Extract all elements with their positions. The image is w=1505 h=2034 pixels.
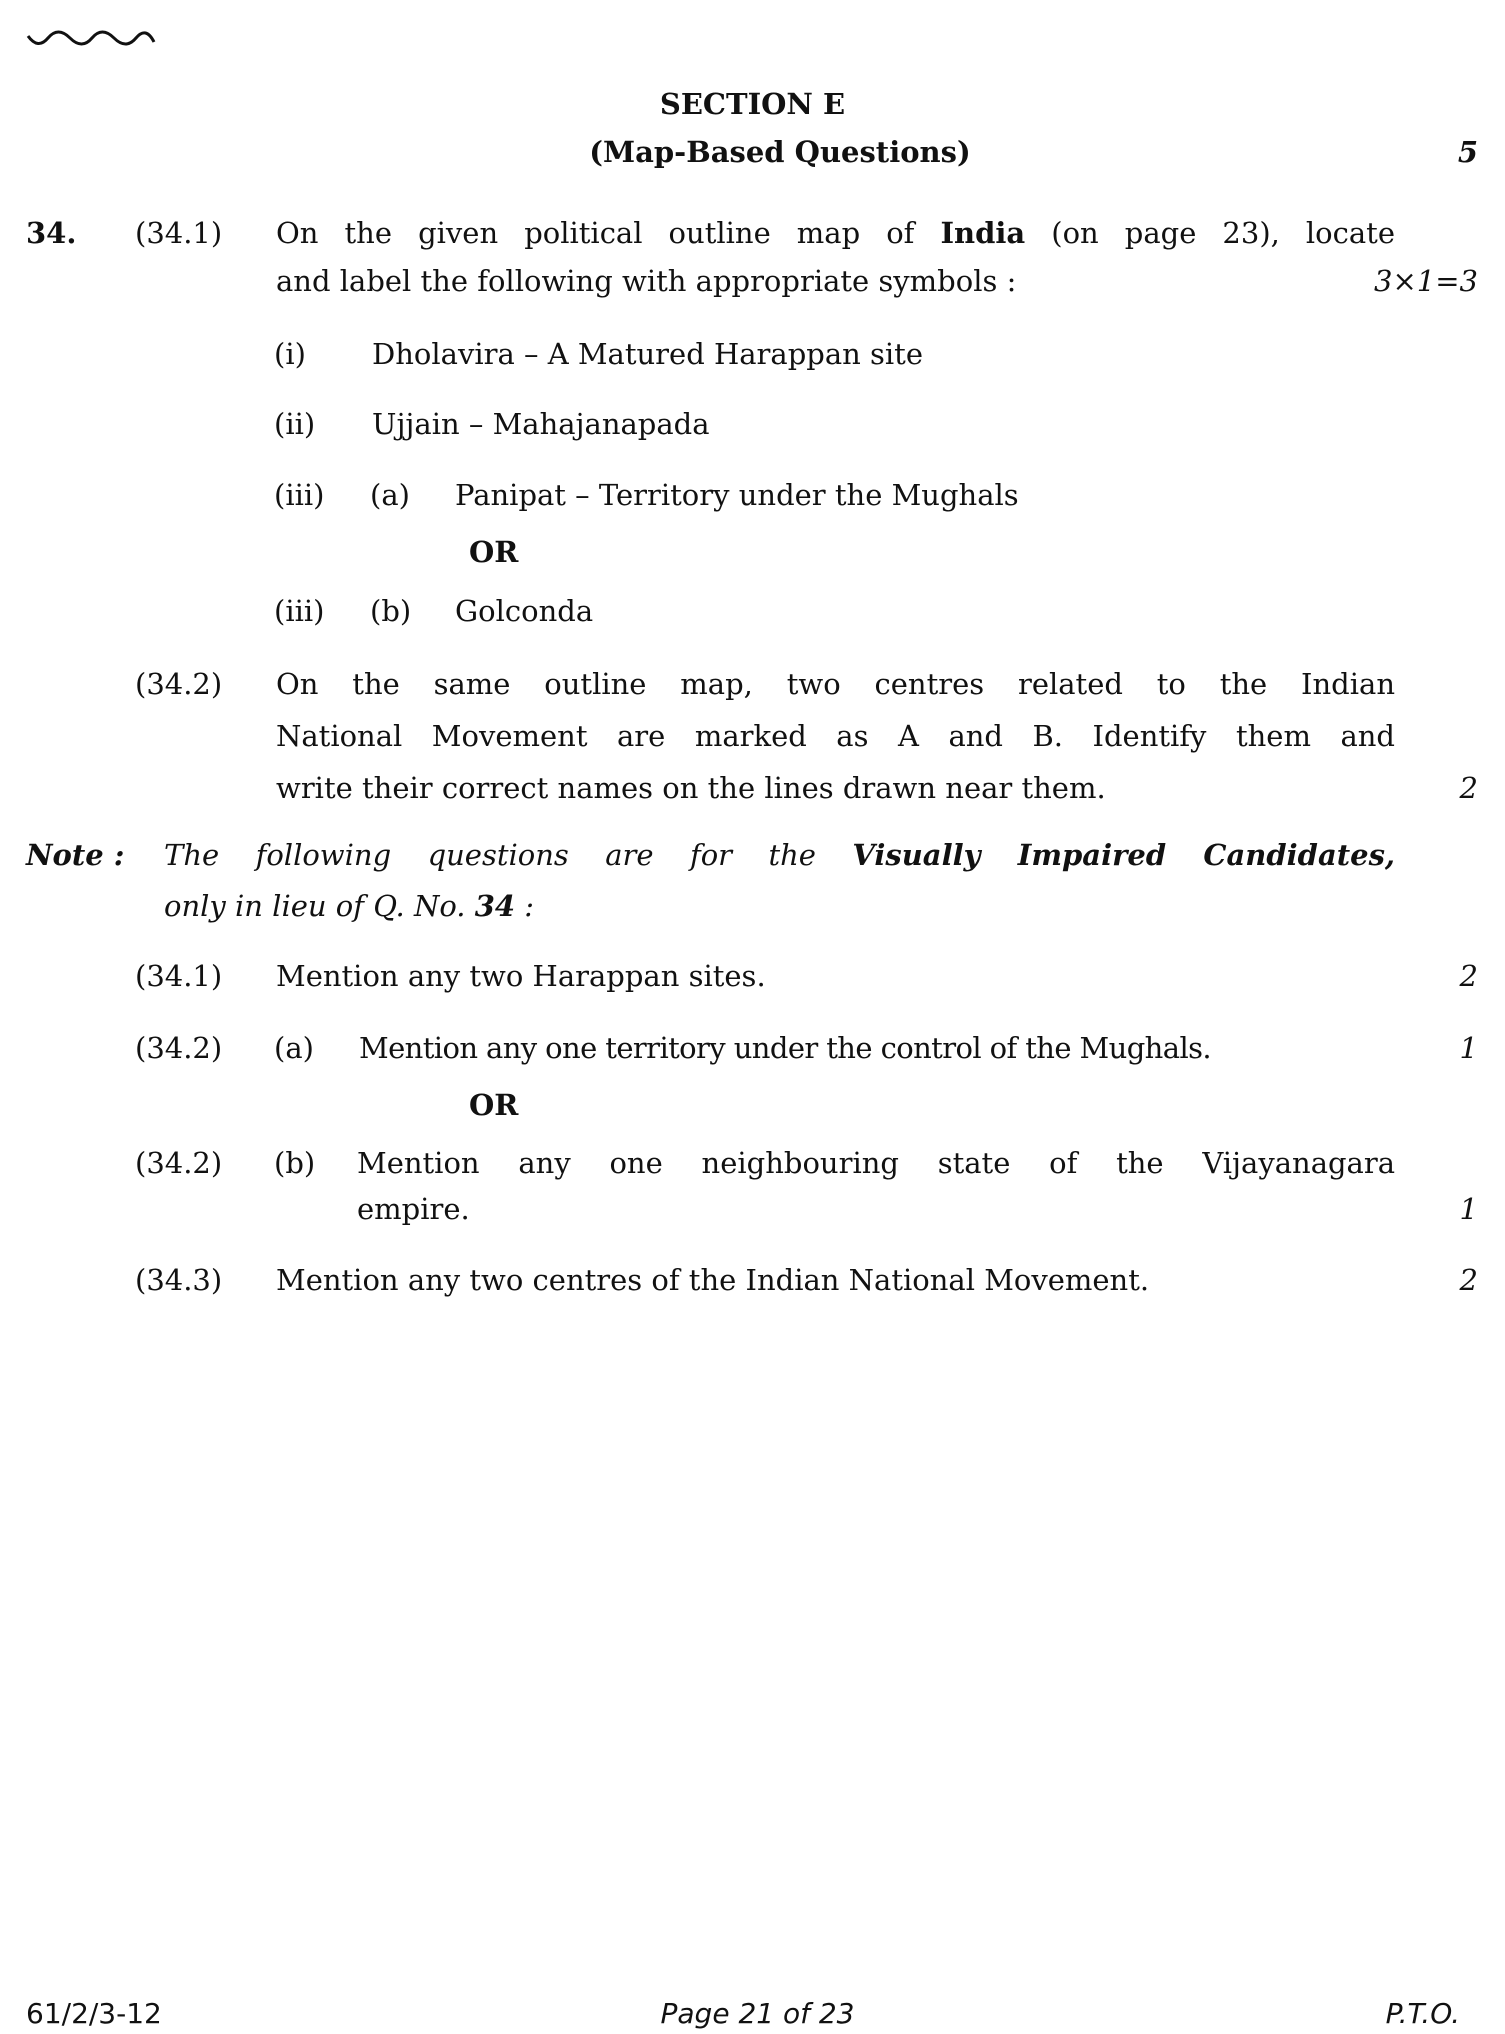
- item-number: (ii): [274, 407, 316, 441]
- question-text: National Movement are marked as A and B. Identify them and: [276, 719, 1395, 753]
- question-text: Mention any one territory under the control of the Mughals.: [359, 1031, 1212, 1065]
- marks: 3×1=3: [1374, 264, 1478, 298]
- question-text: Mention any two Harappan sites.: [276, 959, 766, 993]
- subquestion-label: (34.2): [135, 1146, 223, 1180]
- question-number: 34.: [26, 216, 77, 250]
- item-sub: (a): [370, 478, 410, 512]
- item-sub: (b): [370, 594, 412, 628]
- subquestion-label: (34.2): [135, 667, 223, 701]
- text: :: [515, 889, 535, 923]
- subquestion-label: (34.2): [135, 1031, 223, 1065]
- subquestion-label: (34.3): [135, 1263, 223, 1297]
- item-sub: (a): [274, 1031, 314, 1065]
- note-text: [164, 835, 1395, 875]
- question-text: and label the following with appropriate symbols :: [276, 264, 1017, 298]
- item-number: (iii): [274, 594, 325, 628]
- or-label: OR: [469, 535, 519, 569]
- question-text: [276, 213, 1395, 253]
- text: On the given political outline map of: [276, 216, 941, 250]
- marks: 2: [1459, 1263, 1478, 1297]
- question-text: On the same outline map, two centres related to the Indian: [276, 667, 1395, 701]
- pto-label: P.T.O.: [1385, 1997, 1460, 2030]
- section-subtitle: (Map-Based Questions): [589, 135, 971, 169]
- text-bold: India: [940, 216, 1026, 250]
- question-text: empire.: [357, 1192, 470, 1226]
- or-label: OR: [469, 1088, 519, 1122]
- subquestion-label: (34.1): [135, 959, 223, 993]
- marks: 2: [1459, 959, 1478, 993]
- section-marks: 5: [1457, 135, 1478, 169]
- marks: 1: [1459, 1031, 1478, 1065]
- text-bold: 34: [474, 889, 516, 923]
- subquestion-label: (34.1): [135, 216, 223, 250]
- page-number: Page 21 of 23: [660, 1997, 855, 2030]
- marks: 2: [1459, 771, 1478, 805]
- text: (on page 23), locate: [1025, 216, 1395, 250]
- question-text: Mention any one neighbouring state of the Vijayanagara: [357, 1146, 1395, 1180]
- item-text: Ujjain – Mahajanapada: [372, 407, 710, 441]
- text: The following questions are for the: [164, 838, 853, 872]
- note-label: Note :: [26, 838, 125, 872]
- marks: 1: [1459, 1192, 1478, 1226]
- text: only in lieu of Q. No.: [164, 889, 475, 923]
- text-bold: Visually Impaired Candidates,: [852, 838, 1395, 872]
- item-sub: (b): [274, 1146, 316, 1180]
- question-text: write their correct names on the lines drawn near them.: [276, 771, 1106, 805]
- section-title: SECTION E: [659, 87, 846, 121]
- item-text: Dholavira – A Matured Harappan site: [372, 337, 923, 371]
- item-text: Panipat – Territory under the Mughals: [455, 478, 1019, 512]
- paper-code: 61/2/3-12: [26, 1997, 162, 2030]
- note-text: [164, 886, 534, 926]
- item-number: (iii): [274, 478, 325, 512]
- squiggle-mark: [26, 28, 156, 52]
- item-text: Golconda: [455, 594, 594, 628]
- item-number: (i): [274, 337, 306, 371]
- question-text: Mention any two centres of the Indian National Movement.: [276, 1263, 1150, 1297]
